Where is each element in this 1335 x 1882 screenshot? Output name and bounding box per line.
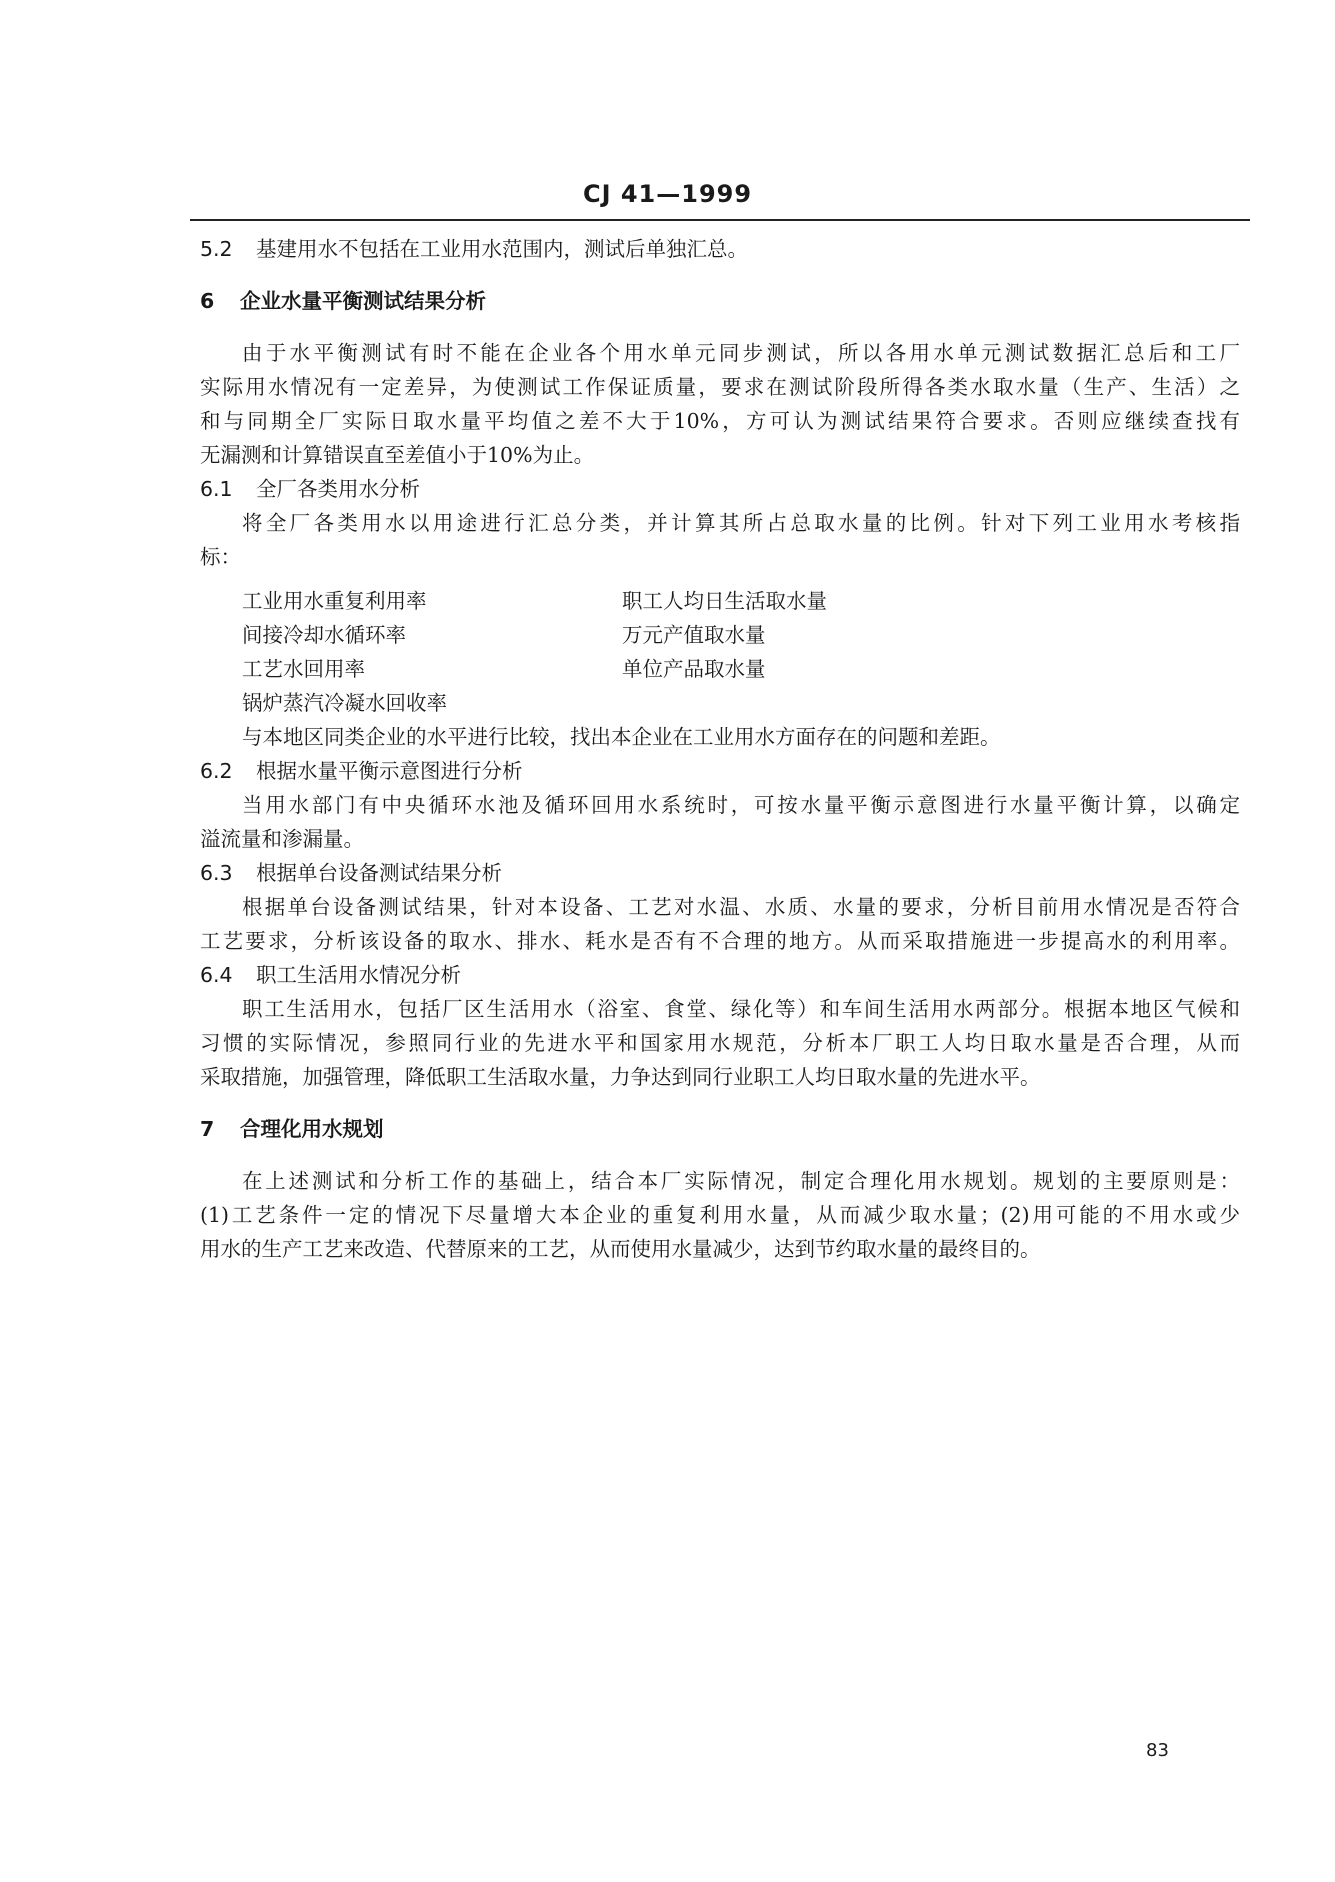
- paragraph-line: 无漏测和计算错误直至差值小于10%为止。: [200, 443, 595, 467]
- paragraph-line: 在上述测试和分析工作的基础上，结合本厂实际情况，制定合理化用水规划。规划的主要原则是：: [242, 1169, 1240, 1193]
- section-7-heading: [200, 1112, 1240, 1146]
- clause-6-4-heading: [200, 958, 1240, 992]
- paragraph-line: 实际用水情况有一定差异，为使测试工作保证质量，要求在测试阶段所得各类水取水量（生产、生活）之: [200, 375, 1240, 399]
- clause-number: 5.2: [200, 237, 233, 261]
- paragraph-line: 习惯的实际情况，参照同行业的先进水平和国家用水规范，分析本厂职工人均日取水量是否合理，从而: [200, 1031, 1240, 1055]
- paragraph-line: 采取措施，加强管理，降低职工生活取水量，力争达到同行业职工人均日取水量的先进水平。: [200, 1065, 1041, 1089]
- paragraph-line: 由于水平衡测试有时不能在企业各个用水单元同步测试，所以各用水单元测试数据汇总后和工厂: [242, 341, 1240, 365]
- clause-number: 6.4: [200, 963, 233, 987]
- section-title: 合理化用水规划: [240, 1117, 384, 1141]
- paragraph-line: 工艺要求，分析该设备的取水、排水、耗水是否有不合理的地方。从而采取措施进一步提高水的利用率。: [200, 929, 1240, 953]
- section-number: 7: [200, 1117, 215, 1141]
- clause-title: 根据单台设备测试结果分析: [256, 861, 502, 885]
- paragraph-line: 当用水部门有中央循环水池及循环回用水系统时，可按水量平衡示意图进行水量平衡计算，以确定: [242, 793, 1240, 817]
- indicator-item: 工艺水回用率: [242, 657, 365, 681]
- indicator-item: 间接冷却水循环率: [242, 623, 406, 647]
- indicator-item: 锅炉蒸汽冷凝水回收率: [242, 691, 447, 715]
- section-title: 企业水量平衡测试结果分析: [240, 289, 486, 313]
- paragraph-line: 溢流量和渗漏量。: [200, 827, 364, 851]
- page-number: 83: [1146, 1740, 1169, 1761]
- paragraph-line: 与本地区同类企业的水平进行比较，找出本企业在工业用水方面存在的问题和差距。: [242, 725, 1001, 749]
- header-rule: [190, 219, 1250, 221]
- indicator-item: 单位产品取水量: [622, 657, 766, 681]
- clause-number: 6.2: [200, 759, 233, 783]
- section-6-heading: [200, 284, 1240, 318]
- section-6-paragraph: [200, 336, 1240, 472]
- standard-code-header: CJ 41—1999: [582, 180, 753, 208]
- document-body: [200, 232, 1240, 1266]
- paragraph-line: 职工生活用水，包括厂区生活用水（浴室、食堂、绿化等）和车间生活用水两部分。根据本地区气候和: [242, 997, 1240, 1021]
- clause-6-1-heading: [200, 472, 1240, 506]
- clause-title: 职工生活用水情况分析: [256, 963, 461, 987]
- clause-number: 6.1: [200, 477, 233, 501]
- indicator-item: 工业用水重复利用率: [242, 589, 427, 613]
- paragraph-line: (1)工艺条件一定的情况下尽量增大本企业的重复利用水量，从而减少取水量；(2)用可能的不用水或少: [200, 1203, 1240, 1227]
- clause-title: 全厂各类用水分析: [256, 477, 420, 501]
- indicator-item: 职工人均日生活取水量: [622, 589, 827, 613]
- clause-title: 根据水量平衡示意图进行分析: [256, 759, 523, 783]
- section-number: 6: [200, 289, 215, 313]
- clause-number: 6.3: [200, 861, 233, 885]
- indicator-item: 万元产值取水量: [622, 623, 766, 647]
- clause-text: 基建用水不包括在工业用水范围内，测试后单独汇总。: [256, 237, 748, 261]
- clause-6-2-heading: [200, 754, 1240, 788]
- clause-6-3-heading: [200, 856, 1240, 890]
- section-7-paragraph: [200, 1164, 1240, 1266]
- paragraph-line: 将全厂各类用水以用途进行汇总分类，并计算其所占总取水量的比例。针对下列工业用水考核指: [242, 511, 1240, 535]
- indicator-column-left: [242, 584, 622, 720]
- paragraph-line: 用水的生产工艺来改造、代替原来的工艺，从而使用水量减少，达到节约取水量的最终目的。: [200, 1237, 1041, 1261]
- indicator-column-right: [622, 584, 1022, 720]
- paragraph-line: 标：: [200, 545, 241, 569]
- clause-5-2: [200, 232, 1240, 266]
- paragraph-line: 根据单台设备测试结果，针对本设备、工艺对水温、水质、水量的要求，分析目前用水情况是否符合: [242, 895, 1240, 919]
- indicator-list: [200, 584, 1240, 720]
- paragraph-line: 和与同期全厂实际日取水量平均值之差不大于10%，方可认为测试结果符合要求。否则应继续查找有: [200, 409, 1240, 433]
